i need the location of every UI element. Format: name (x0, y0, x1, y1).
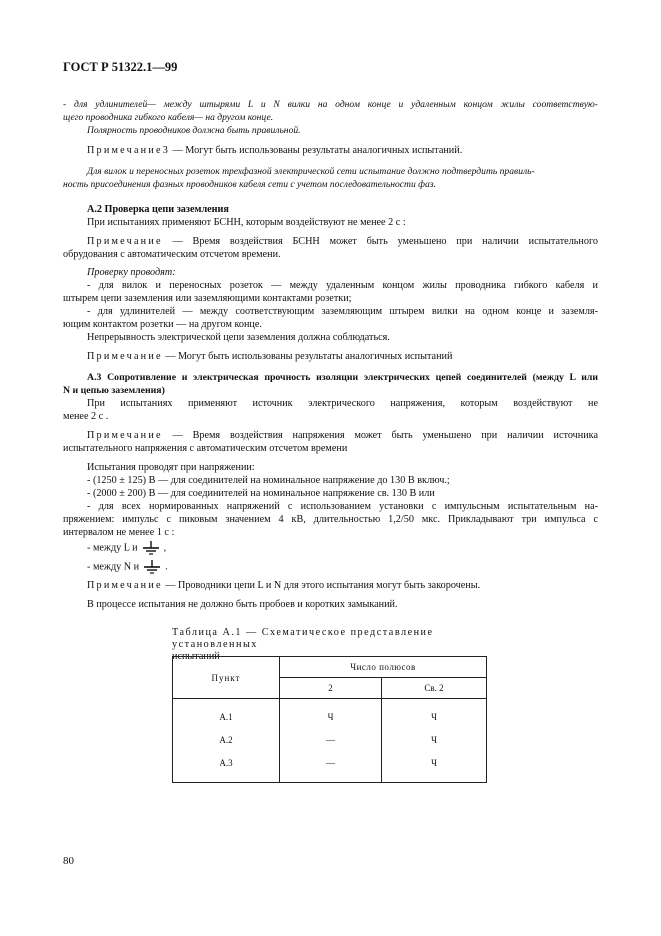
section-a2-heading: А.2 Проверка цепи заземления (87, 204, 229, 215)
extension-cord-item: - для удлинителей— между штырями L и N вилки на одном конце и удаленным концом жилы соответствую- (63, 99, 598, 110)
note-label: Примечание (87, 236, 163, 247)
note-text: — Могут быть использованы результаты аналогичных испытаний. (169, 145, 463, 156)
cell-more: Ч (382, 728, 487, 751)
a3-note (87, 429, 598, 442)
col-header-poles: Число полюсов (280, 657, 487, 678)
a2-note-2 (87, 350, 622, 363)
a3-note-2 (87, 579, 622, 592)
a2-item-2-cont: ющим контактом розетки — на другом конце. (63, 319, 262, 330)
a3-paragraph-cont: менее 2 с . (63, 411, 109, 422)
cell-item: А.1 (173, 699, 280, 729)
col-header-item: Пункт (173, 657, 280, 699)
between-l-end: , (163, 542, 167, 554)
three-phase-text-cont: ность присоединения фазных проводников кабеля сети с учетом последовательности фаз. (63, 179, 436, 190)
table-row (173, 728, 487, 751)
between-l-and-ground (87, 541, 622, 555)
a3-voltages-intro: Испытания проводят при напряжении: (87, 462, 255, 473)
section-a3-heading: А.3 Сопротивление и электрическая прочность изоляции электрических цепей соединителей (между L или (87, 372, 598, 383)
table-caption-line-2: испытаний (172, 651, 220, 662)
between-l-text: - между L и (87, 542, 138, 554)
cell-more: Ч (382, 699, 487, 729)
table-a1 (172, 656, 487, 783)
table-caption-line-1: Таблица А.1 — Схематическое представление установленных (172, 627, 434, 650)
col-header-more: Св. 2 (382, 678, 487, 699)
a2-check-label: Проверку проводят: (87, 267, 176, 278)
ground-symbol-icon (142, 560, 162, 574)
between-n-and-ground (87, 560, 622, 574)
polarity-text: Полярность проводников должна быть правильной. (87, 125, 301, 136)
cell-two: — (280, 751, 382, 783)
note-label: Примечание3 (87, 145, 170, 156)
a3-voltage-2: - (2000 ± 200) В — для соединителей на номинальное напряжение св. 130 В или (87, 488, 435, 499)
table-row (173, 699, 487, 729)
a2-note-cont: обрудования с автоматическим отсчетом времени. (63, 249, 281, 260)
a2-item-1: - для вилок и переносных розеток — между удаленным концом жилы проводника гибкого кабеля и (87, 280, 598, 291)
a3-voltage-3: - для всех нормированных напряжений с использованием установки с импульсным испытательным на- (87, 501, 598, 512)
three-phase-text: Для вилок и переносных розеток трехфазной электрической сети испытание должно подтвердить правиль- (87, 166, 535, 177)
a3-voltage-3-end: интервалом не менее 1 с : (63, 527, 175, 538)
a2-item-1-cont: штырем цепи заземления или заземляющими контактами розетки; (63, 293, 352, 304)
cell-more: Ч (382, 751, 487, 783)
note-label: Примечание (87, 430, 163, 441)
cell-item: А.2 (173, 728, 280, 751)
note-text: — Проводники цепи L и N для этого испытания могут быть закорочены. (162, 580, 481, 591)
note-3 (87, 144, 622, 157)
extension-cord-item-cont: щего проводника гибкого кабеля— на другом конце. (63, 112, 274, 123)
note-text: — Время воздействия напряжения может быть уменьшено при наличии источника (162, 430, 598, 441)
cell-two: Ч (280, 699, 382, 729)
a3-voltage-3-cont: пряжением: импульс с пиковым значением 4 кВ, длительностью 1,2/50 мкс. Прикладывают три импульса с (63, 514, 598, 525)
a2-continuity: Непрерывность электрической цепи заземления должна соблюдаться. (87, 332, 390, 343)
a3-note-cont: испытательного напряжения с автоматическим отсчетом времени (63, 443, 348, 454)
document-header: ГОСТ Р 51322.1—99 (63, 60, 178, 74)
table-row (173, 751, 487, 783)
section-a3-heading-cont: N и цепью заземления) (63, 385, 165, 396)
ground-symbol-icon (141, 541, 161, 555)
between-n-text: - между N и (87, 561, 140, 573)
page-number: 80 (63, 855, 74, 867)
between-n-end: . (165, 561, 168, 573)
cell-item: А.3 (173, 751, 280, 783)
col-header-two: 2 (280, 678, 382, 699)
note-label: Примечание (87, 351, 163, 362)
a2-item-2: - для удлинителей — между соответствующим заземляющим штырем вилки на одном конце и заземля- (87, 306, 598, 317)
note-text: — Время воздействия БСНН может быть уменьшено при наличии испытательного (162, 236, 598, 247)
a2-paragraph: При испытаниях применяют БСНН, которым воздействуют не менее 2 с : (87, 217, 406, 228)
a3-voltage-1: - (1250 ± 125) В — для соединителей на номинальное напряжение до 130 В включ.; (87, 475, 450, 486)
note-label: Примечание (87, 580, 163, 591)
cell-two: — (280, 728, 382, 751)
a3-final-text: В процессе испытания не должно быть пробоев и коротких замыканий. (87, 599, 398, 610)
a3-paragraph: При испытаниях применяют источник электрического напряжения, которым воздействуют не (87, 398, 598, 409)
a2-note (87, 235, 598, 248)
note-text: — Могут быть использованы результаты аналогичных испытаний (162, 351, 453, 362)
